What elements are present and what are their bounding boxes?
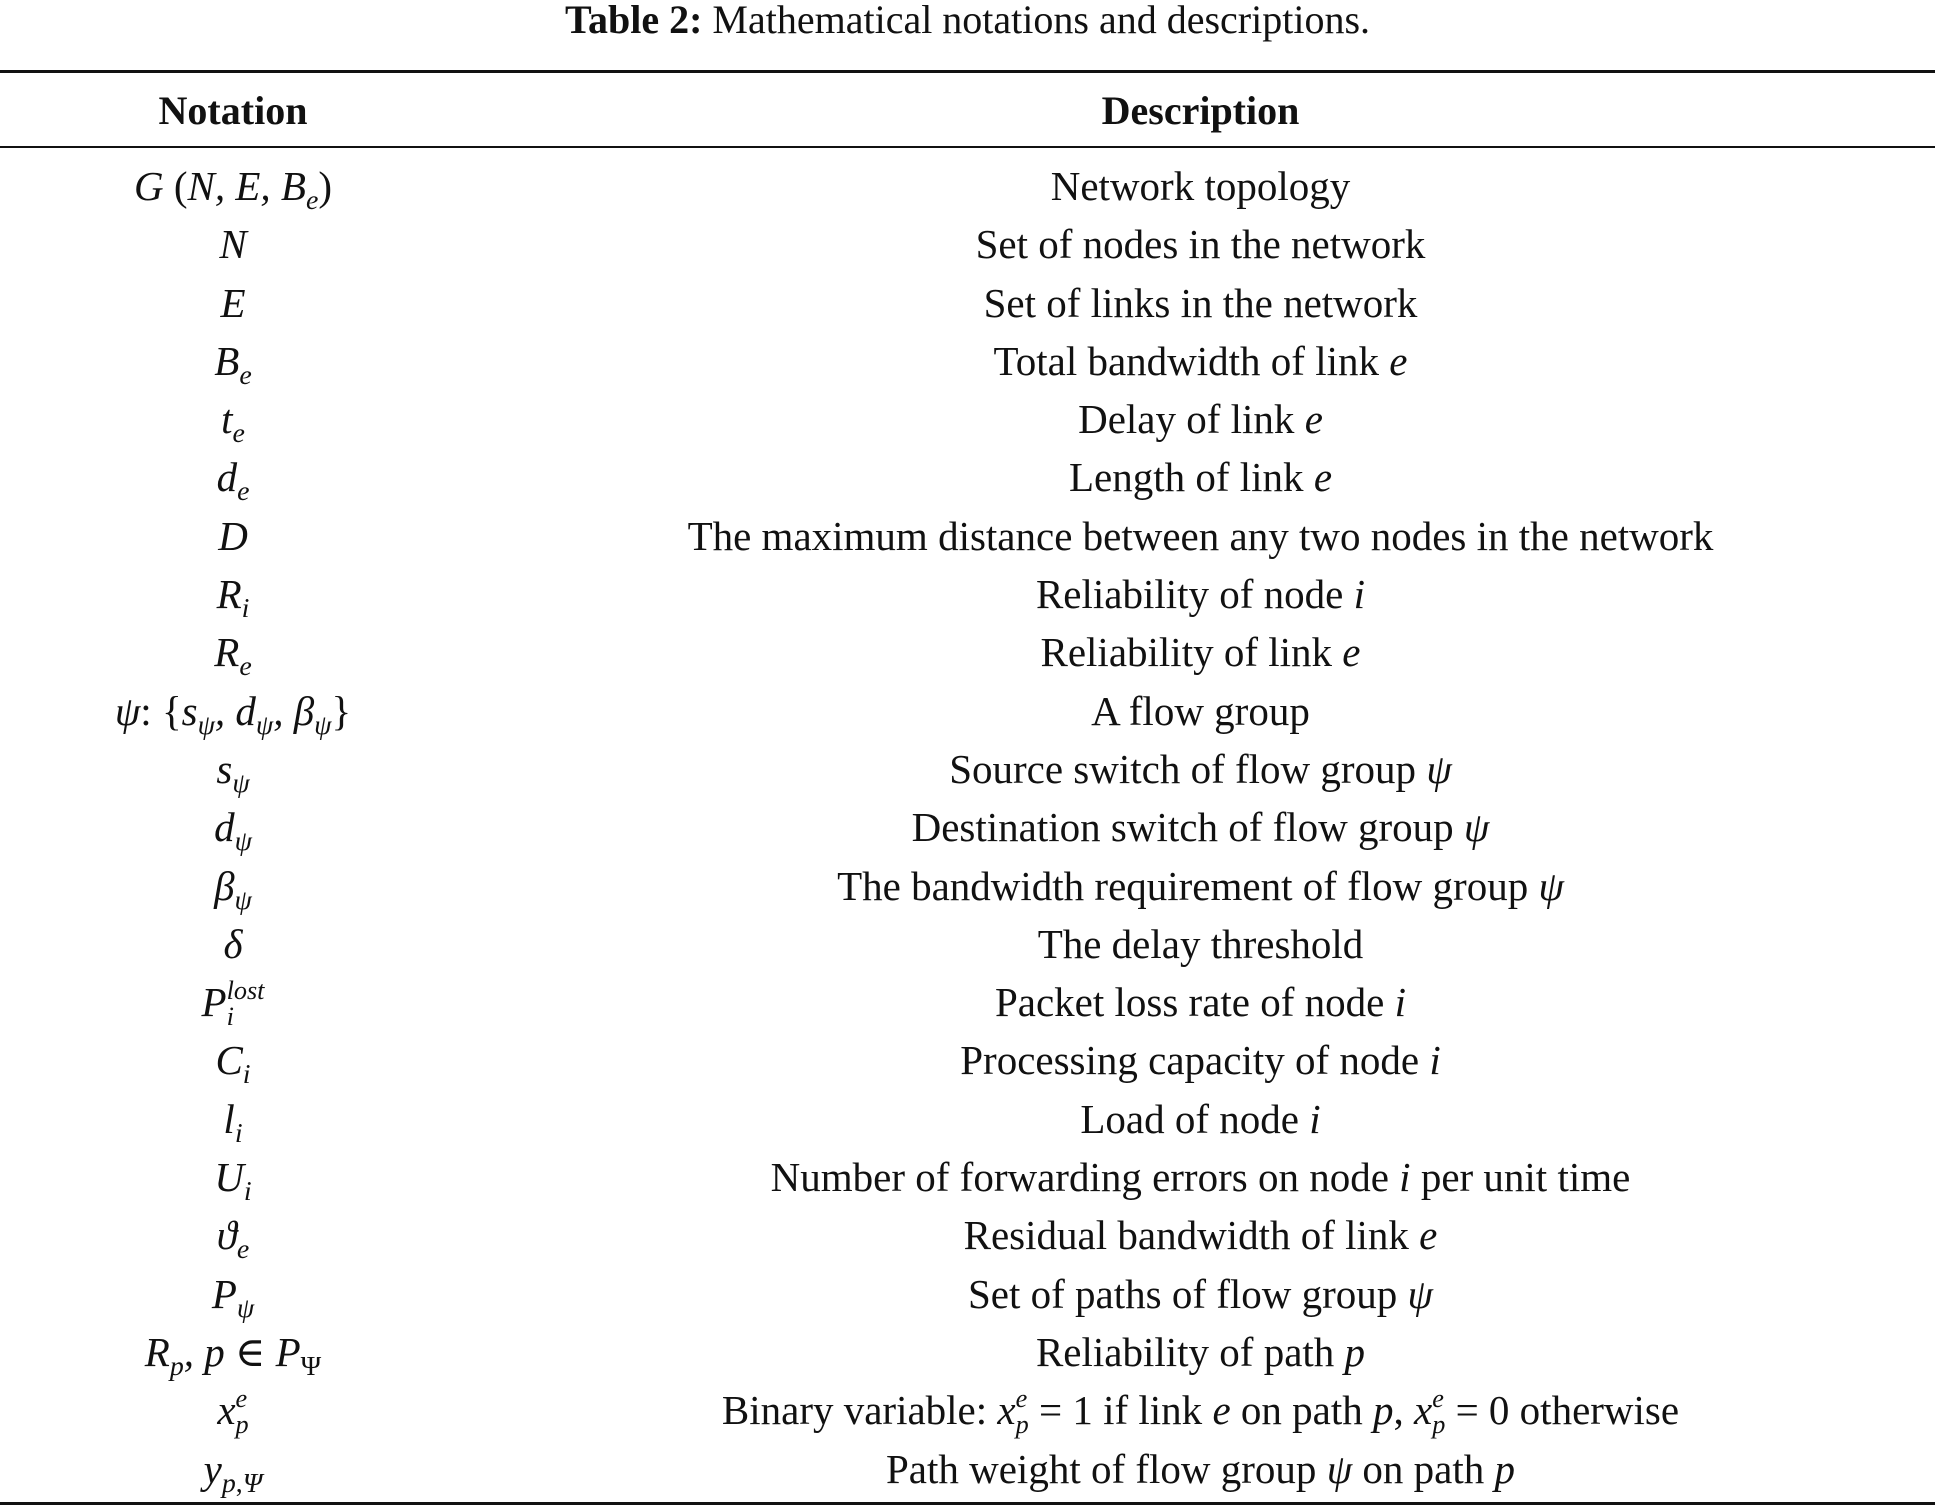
table-row bbox=[0, 623, 1935, 681]
table-row bbox=[0, 1206, 1935, 1264]
description-cell: Processing capacity of node i bbox=[960, 1037, 1441, 1084]
notation-cell: $d_e$ bbox=[216, 454, 250, 508]
notation-cell: $t_e$ bbox=[221, 396, 245, 450]
description-cell: Total bandwidth of link e bbox=[993, 337, 1408, 384]
table-bottom-rule bbox=[0, 1502, 1935, 1505]
description-cell: Load of node i bbox=[1080, 1095, 1321, 1142]
table-row bbox=[0, 157, 1935, 215]
header-notation: Notation bbox=[158, 88, 308, 133]
notation-cell: $C_i$ bbox=[215, 1037, 251, 1091]
notation-cell: D bbox=[218, 512, 248, 559]
notation-cell: $U_i$ bbox=[214, 1154, 252, 1208]
table-row bbox=[0, 1090, 1935, 1148]
description-cell: The maximum distance between any two nodes in the network bbox=[687, 512, 1714, 559]
table-row bbox=[0, 915, 1935, 973]
table-caption-label: Table 2: bbox=[564, 0, 703, 42]
table-row bbox=[0, 1440, 1935, 1498]
table-row bbox=[0, 740, 1935, 798]
table-row bbox=[0, 448, 1935, 506]
description-cell: Source switch of flow group ψ bbox=[949, 745, 1452, 792]
notation-cell: G (N, E, $B_e$) bbox=[134, 163, 332, 217]
notation-cell: P lost i bbox=[201, 976, 265, 1032]
table-top-rule bbox=[0, 70, 1935, 73]
notation-cell: $y_{p,\Psi}$ bbox=[203, 1445, 263, 1499]
table-row bbox=[0, 1323, 1935, 1381]
notation-cell: $l_i$ bbox=[223, 1095, 243, 1149]
notation-cell: $s_\psi$ bbox=[216, 745, 250, 800]
notation-cell: $P_\psi$ bbox=[211, 1270, 255, 1324]
notation-cell: δ bbox=[223, 920, 243, 967]
table-row bbox=[0, 682, 1935, 740]
notation-cell: $\beta_\psi$ bbox=[214, 862, 252, 916]
table-row bbox=[0, 798, 1935, 856]
description-cell: Residual bandwidth of link e bbox=[963, 1212, 1438, 1259]
header-description: Description bbox=[1101, 88, 1300, 133]
table-row bbox=[0, 390, 1935, 448]
table-row bbox=[0, 1031, 1935, 1089]
notation-cell: $B_e$ bbox=[214, 337, 252, 392]
description-cell: Binary variable: x e p = 1 if link e on path p, x e p = 0 otherwise bbox=[721, 1384, 1680, 1440]
table-row bbox=[0, 1148, 1935, 1206]
table-row bbox=[0, 973, 1935, 1031]
table-row bbox=[0, 274, 1935, 332]
table-caption-text: Mathematical notations and descriptions. bbox=[702, 0, 1371, 42]
table-row bbox=[0, 565, 1935, 623]
description-cell: Delay of link e bbox=[1078, 396, 1323, 443]
notation-cell: $d_\psi$ bbox=[214, 804, 252, 858]
description-cell: Reliability of path p bbox=[1035, 1328, 1366, 1375]
description-cell: Set of nodes in the network bbox=[975, 221, 1426, 268]
table-caption bbox=[0, 0, 1935, 40]
notation-cell: $R_e$ bbox=[214, 629, 252, 683]
description-cell: Set of links in the network bbox=[983, 279, 1418, 326]
notation-cell: ψ: {$s_\psi$, $d_\psi$, $\beta_\psi$} bbox=[114, 687, 352, 741]
description-cell: Network topology bbox=[1050, 163, 1351, 209]
notation-cell: x e p bbox=[217, 1384, 249, 1440]
description-cell: Set of paths of flow group ψ bbox=[967, 1270, 1434, 1317]
description-cell: Number of forwarding errors on node i per unit time bbox=[770, 1154, 1631, 1201]
description-cell: The delay threshold bbox=[1037, 920, 1364, 967]
table-row bbox=[0, 215, 1935, 273]
notation-cell: $ϑ_e$ bbox=[216, 1212, 250, 1266]
description-cell: Destination switch of flow group ψ bbox=[911, 804, 1490, 851]
table-row bbox=[0, 1265, 1935, 1323]
description-cell: Reliability of link e bbox=[1040, 629, 1361, 676]
table-row bbox=[0, 1381, 1935, 1439]
notation-cell: N bbox=[219, 221, 247, 268]
table-header-rule bbox=[0, 146, 1935, 148]
table-row bbox=[0, 507, 1935, 565]
table-row bbox=[0, 857, 1935, 915]
description-cell: Reliability of node i bbox=[1035, 571, 1366, 618]
notation-cell: E bbox=[220, 279, 246, 326]
notation-cell: $R_p$, p ∈ $P_\Psi$ bbox=[144, 1328, 322, 1383]
notation-cell: $R_i$ bbox=[216, 571, 250, 625]
table-row bbox=[0, 332, 1935, 390]
table-body bbox=[0, 157, 1935, 1498]
description-cell: Length of link e bbox=[1068, 454, 1333, 501]
description-cell: Path weight of flow group ψ on path p bbox=[885, 1445, 1515, 1492]
description-cell: Packet loss rate of node i bbox=[994, 979, 1407, 1026]
description-cell: The bandwidth requirement of flow group ψ bbox=[837, 862, 1564, 909]
description-cell: A flow group bbox=[1091, 687, 1310, 734]
